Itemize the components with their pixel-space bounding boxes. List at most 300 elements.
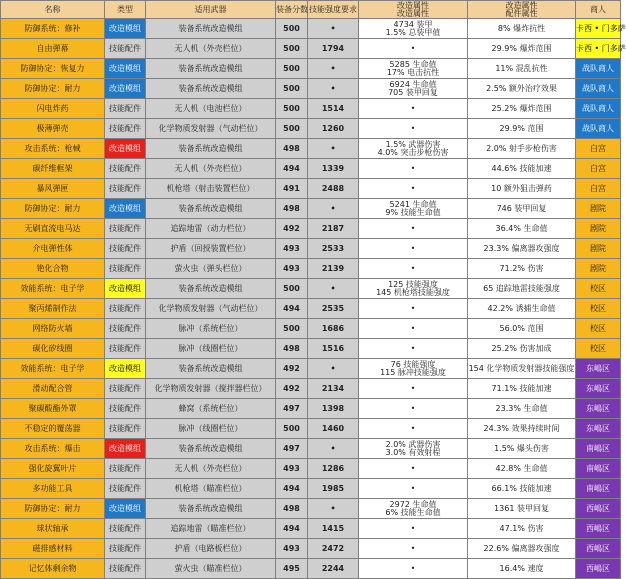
row-eff1	[359, 319, 468, 339]
row-req: 1415	[308, 519, 359, 539]
row-eff1	[359, 479, 468, 499]
row-name: 碳化矽线圈	[1, 339, 105, 359]
row-score: 500	[276, 19, 308, 39]
row-eff1	[359, 419, 468, 439]
row-eff1	[359, 359, 468, 379]
row-req: 2472	[308, 539, 359, 559]
row-type: 技能配件	[105, 99, 146, 119]
row-name: 效能系统：电子学	[1, 279, 105, 299]
row-eff2-line2: 22.6% 偏离器攻强度	[483, 543, 560, 553]
row-eff2	[468, 219, 576, 239]
row-weapon: 护盾（电路板栏位）	[146, 539, 276, 559]
row-eff1-line1: 6924 生命值	[389, 79, 437, 89]
row-weapon: 无人机（电池栏位）	[146, 99, 276, 119]
row-eff2-line2: 29.9% 爆炸范围	[491, 43, 552, 53]
row-eff1-line1: •	[410, 223, 416, 233]
row-merchant: 白宫	[576, 179, 621, 199]
row-eff1-line2: 9% 技能生命值	[385, 207, 441, 217]
row-merchant: 校区	[576, 279, 621, 299]
row-score: 500	[276, 39, 308, 59]
row-weapon: 装备系统改造模组	[146, 59, 276, 79]
row-eff2	[468, 559, 576, 579]
row-eff1-line1: 1.5% 武器伤害	[385, 139, 441, 149]
row-req: 2187	[308, 219, 359, 239]
row-eff2	[468, 139, 576, 159]
header-type: 类型	[105, 1, 146, 19]
row-type: 技能配件	[105, 219, 146, 239]
table-row[interactable]	[1, 379, 621, 399]
row-eff1-line2: 705 装甲回复	[388, 87, 438, 97]
row-score: 494	[276, 479, 308, 499]
row-type: 技能配件	[105, 259, 146, 279]
row-eff1-line1: •	[410, 543, 416, 553]
row-eff2	[468, 339, 576, 359]
row-eff2	[468, 159, 576, 179]
row-name: 铯化合物	[1, 259, 105, 279]
row-req: 2244	[308, 559, 359, 579]
row-type: 技能配件	[105, 339, 146, 359]
row-eff2-line1: 2.0% 射手步枪伤害	[486, 143, 557, 153]
row-score: 494	[276, 519, 308, 539]
row-req: 1398	[308, 399, 359, 419]
table-row[interactable]	[1, 259, 621, 279]
row-eff1-line1: •	[410, 523, 416, 533]
table-row[interactable]	[1, 279, 621, 299]
row-score: 498	[276, 339, 308, 359]
table-row[interactable]	[1, 79, 621, 99]
row-weapon: 化学物质发射器（气动栏位）	[146, 299, 276, 319]
row-weapon: 机枪塔（瞄准栏位）	[146, 479, 276, 499]
row-eff1-line1: •	[410, 163, 416, 173]
row-req: •	[308, 79, 359, 99]
row-type: 技能配件	[105, 479, 146, 499]
header-eff1-line1: 改造属性	[397, 0, 429, 10]
row-weapon: 脉冲（系统栏位）	[146, 319, 276, 339]
row-name: 聚碳酸酯外罩	[1, 399, 105, 419]
row-req: •	[308, 439, 359, 459]
row-eff2-line2: 66.1% 技能加速	[491, 483, 552, 493]
row-eff1	[359, 239, 468, 259]
row-weapon: 机枪塔（射击装置栏位）	[146, 179, 276, 199]
row-eff2	[468, 359, 576, 379]
row-weapon: 萤火虫（瞄准栏位）	[146, 559, 276, 579]
table-row[interactable]	[1, 559, 621, 579]
row-weapon: 无人机（外壳栏位）	[146, 39, 276, 59]
row-eff2	[468, 279, 576, 299]
row-type: 技能配件	[105, 319, 146, 339]
row-eff2-line2: 56.0% 范围	[499, 323, 544, 333]
row-weapon: 无人机（外壳栏位）	[146, 459, 276, 479]
row-weapon: 装备系统改造模组	[146, 139, 276, 159]
row-req: 1286	[308, 459, 359, 479]
row-name: 网络防火墙	[1, 319, 105, 339]
row-weapon: 装备系统改造模组	[146, 19, 276, 39]
row-eff1	[359, 499, 468, 519]
row-req: •	[308, 59, 359, 79]
header-row	[1, 1, 621, 19]
row-weapon: 蜂窝（系统栏位）	[146, 399, 276, 419]
row-req: 2533	[308, 239, 359, 259]
row-eff1-line1: •	[410, 303, 416, 313]
row-eff2	[468, 479, 576, 499]
row-merchant: 卡西 • 门多萨	[576, 19, 621, 39]
row-eff2	[468, 299, 576, 319]
table-row[interactable]	[1, 359, 621, 379]
row-name: 暴风弹匣	[1, 179, 105, 199]
row-name: 球状轴承	[1, 519, 105, 539]
row-eff2	[468, 499, 576, 519]
row-eff2	[468, 99, 576, 119]
row-score: 492	[276, 379, 308, 399]
table-row[interactable]	[1, 199, 621, 219]
row-type: 技能配件	[105, 119, 146, 139]
row-score: 494	[276, 159, 308, 179]
row-type: 技能配件	[105, 39, 146, 59]
row-type: 技能配件	[105, 539, 146, 559]
row-eff1-line1: •	[410, 323, 416, 333]
row-eff1-line1: •	[410, 343, 416, 353]
row-eff1	[359, 179, 468, 199]
row-eff2-line2: 42.2% 诱捕生命值	[487, 303, 556, 313]
row-req: 2488	[308, 179, 359, 199]
row-eff2-line1: 2.5% 额外治疗效果	[486, 83, 557, 93]
header-eff2	[468, 1, 576, 19]
row-eff1-line1: •	[410, 263, 416, 273]
table-row[interactable]	[1, 319, 621, 339]
row-type: 技能配件	[105, 159, 146, 179]
row-type: 技能配件	[105, 559, 146, 579]
row-type: 改造模组	[105, 499, 146, 519]
row-type: 改造模组	[105, 359, 146, 379]
row-merchant: 战队商人	[576, 59, 621, 79]
row-type: 改造模组	[105, 199, 146, 219]
row-score: 498	[276, 199, 308, 219]
row-req: 1514	[308, 99, 359, 119]
row-eff2-line1: 746 装甲回复	[496, 203, 547, 213]
row-weapon: 无人机（外壳栏位）	[146, 159, 276, 179]
header-score: 装备分数	[276, 1, 308, 19]
row-merchant: 南嶋区	[576, 479, 621, 499]
row-score: 500	[276, 99, 308, 119]
row-eff1	[359, 79, 468, 99]
header-merchant: 商人	[576, 1, 621, 19]
row-score: 500	[276, 59, 308, 79]
row-eff1-line2: 17% 电击抗性	[386, 67, 440, 77]
row-merchant: 东嶋区	[576, 379, 621, 399]
row-weapon: 装备系统改造模组	[146, 199, 276, 219]
row-eff1-line1: 125 技能强度	[388, 279, 438, 289]
row-eff1-line1: •	[410, 463, 416, 473]
row-name: 强化旋翼叶片	[1, 459, 105, 479]
row-eff1-line1: •	[410, 483, 416, 493]
row-eff1	[359, 399, 468, 419]
row-eff2-line2: 25.2% 伤害加成	[491, 343, 552, 353]
row-eff2	[468, 119, 576, 139]
table-row[interactable]	[1, 519, 621, 539]
row-merchant: 白宫	[576, 159, 621, 179]
row-type: 改造模组	[105, 59, 146, 79]
row-name: 多功能工具	[1, 479, 105, 499]
row-merchant: 西嶋区	[576, 519, 621, 539]
row-name: 攻击系统：爆击	[1, 439, 105, 459]
header-weapon: 适用武器	[146, 1, 276, 19]
row-eff2	[468, 539, 576, 559]
row-eff2-line2: 71.1% 技能加速	[491, 383, 552, 393]
row-name: 记忆体剩余物	[1, 559, 105, 579]
row-name: 滑动配合管	[1, 379, 105, 399]
row-eff2-line1: 65 追踪地雷技能强度	[483, 283, 560, 293]
row-name: 自由弹幕	[1, 39, 105, 59]
row-req: •	[308, 199, 359, 219]
row-eff1-line1: 2.0% 武器伤害	[385, 439, 441, 449]
row-name: 效能系统：电子学	[1, 359, 105, 379]
row-eff1-line1: •	[410, 123, 416, 133]
row-eff2-line2: 24.3% 效果持续时间	[483, 423, 560, 433]
row-eff1	[359, 99, 468, 119]
row-weapon: 脉冲（线圈栏位）	[146, 339, 276, 359]
row-eff1	[359, 299, 468, 319]
row-eff2	[468, 379, 576, 399]
row-eff1-line1: •	[410, 563, 416, 573]
row-name: 碳纤维框架	[1, 159, 105, 179]
row-score: 497	[276, 399, 308, 419]
row-name: 防御协定：恢复力	[1, 59, 105, 79]
row-eff1-line2: 115 脉冲技能强度	[380, 367, 446, 377]
row-score: 500	[276, 319, 308, 339]
row-merchant: 白宫	[576, 139, 621, 159]
row-eff1	[359, 339, 468, 359]
row-eff2-line2: 47.1% 伤害	[499, 523, 544, 533]
row-eff2-line1: 1.5% 爆头伤害	[494, 443, 549, 453]
row-eff2-line2: 23.3% 偏离器攻强度	[483, 243, 560, 253]
row-weapon: 追踪地雷（瞄准栏位）	[146, 519, 276, 539]
row-weapon: 装备系统改造模组	[146, 279, 276, 299]
row-weapon: 追踪地雷（动力栏位）	[146, 219, 276, 239]
row-req: 1985	[308, 479, 359, 499]
row-eff2	[468, 239, 576, 259]
table-row[interactable]	[1, 139, 621, 159]
header-eff1	[359, 1, 468, 19]
row-eff1-line2: 3.0% 有效射程	[385, 447, 441, 457]
row-eff1-line1: •	[410, 103, 416, 113]
row-merchant: 校区	[576, 299, 621, 319]
row-score: 492	[276, 219, 308, 239]
table-row[interactable]	[1, 299, 621, 319]
row-weapon: 化学物质发射器（气动栏位）	[146, 119, 276, 139]
row-weapon: 装备系统改造模组	[146, 359, 276, 379]
row-eff1-line1: 2972 生命值	[389, 499, 437, 509]
table-row[interactable]	[1, 19, 621, 39]
row-score: 500	[276, 419, 308, 439]
row-req: 1460	[308, 419, 359, 439]
row-eff1	[359, 39, 468, 59]
row-eff1-line2: 6% 技能生命值	[385, 507, 441, 517]
row-merchant: 校区	[576, 319, 621, 339]
row-name: 聚丙烯制作法	[1, 299, 105, 319]
row-eff1-line1: 76 技能强度	[390, 359, 436, 369]
row-merchant: 剧院	[576, 199, 621, 219]
row-score: 495	[276, 559, 308, 579]
table-row[interactable]	[1, 179, 621, 199]
row-eff1-line1: 4734 装甲	[393, 19, 433, 29]
row-merchant: 剧院	[576, 219, 621, 239]
row-eff2-line1: 154 化学物质发射器技能强度	[468, 363, 575, 373]
table-row[interactable]	[1, 499, 621, 519]
row-eff1-line1: •	[410, 43, 416, 53]
row-merchant: 西嶋区	[576, 559, 621, 579]
row-merchant: 卡西 • 门多萨	[576, 39, 621, 59]
row-eff2	[468, 459, 576, 479]
row-type: 改造模组	[105, 19, 146, 39]
row-eff2-line2: 23.3% 生命值	[495, 403, 548, 413]
row-score: 493	[276, 539, 308, 559]
row-name: 防御系统：修补	[1, 19, 105, 39]
row-weapon: 装备系统改造模组	[146, 499, 276, 519]
row-merchant: 战队商人	[576, 79, 621, 99]
row-req: 1516	[308, 339, 359, 359]
row-type: 技能配件	[105, 399, 146, 419]
row-eff1-line1: •	[410, 243, 416, 253]
table-row[interactable]	[1, 419, 621, 439]
row-name: 攻击系统：枪械	[1, 139, 105, 159]
table-row[interactable]	[1, 539, 621, 559]
row-req: 2134	[308, 379, 359, 399]
row-eff2	[468, 399, 576, 419]
row-eff1	[359, 439, 468, 459]
row-type: 改造模组	[105, 279, 146, 299]
row-name: 防御协定：耐力	[1, 199, 105, 219]
row-name: 闪电炸药	[1, 99, 105, 119]
row-eff2	[468, 179, 576, 199]
row-eff1	[359, 59, 468, 79]
row-name: 防御协定：耐力	[1, 79, 105, 99]
row-merchant: 西嶋区	[576, 539, 621, 559]
header-eff2-line1: 改造属性	[505, 0, 538, 10]
row-eff2-line2: 42.8% 生命值	[495, 463, 548, 473]
row-eff1	[359, 139, 468, 159]
row-eff1-line1: 5241 生命值	[389, 199, 437, 209]
row-eff2	[468, 19, 576, 39]
row-eff1-line1: •	[410, 423, 416, 433]
row-merchant: 东嶋区	[576, 359, 621, 379]
row-eff1	[359, 519, 468, 539]
row-eff1-line1: •	[410, 403, 416, 413]
row-req: •	[308, 279, 359, 299]
row-merchant: 南嶋区	[576, 439, 621, 459]
row-eff1	[359, 19, 468, 39]
row-eff1-line1: 5285 生命值	[389, 59, 437, 69]
row-eff2	[468, 519, 576, 539]
row-type: 改造模组	[105, 439, 146, 459]
row-eff1-line2: 4.0% 突击步枪伤害	[377, 147, 449, 157]
row-req: 1686	[308, 319, 359, 339]
table-row[interactable]	[1, 439, 621, 459]
row-eff1	[359, 199, 468, 219]
row-type: 技能配件	[105, 459, 146, 479]
table-row[interactable]	[1, 479, 621, 499]
row-weapon: 装备系统改造模组	[146, 439, 276, 459]
row-name: 防御协定：耐力	[1, 499, 105, 519]
row-eff2-line2: 71.2% 伤害	[499, 263, 544, 273]
table-row[interactable]	[1, 219, 621, 239]
table-row[interactable]	[1, 159, 621, 179]
row-weapon: 化学物质发射器（搅拌器栏位）	[146, 379, 276, 399]
row-eff1	[359, 259, 468, 279]
row-eff1	[359, 459, 468, 479]
row-req: 1260	[308, 119, 359, 139]
row-eff2-line2: 29.9% 范围	[499, 123, 544, 133]
row-req: 2535	[308, 299, 359, 319]
row-eff2-line1: 11% 混乱抗性	[495, 63, 548, 73]
row-eff2	[468, 79, 576, 99]
row-eff2-line2: 10 额外狙击弹药	[491, 183, 552, 193]
table-row[interactable]	[1, 99, 621, 119]
table-row[interactable]	[1, 399, 621, 419]
row-eff2	[468, 39, 576, 59]
row-req: •	[308, 499, 359, 519]
row-eff1	[359, 559, 468, 579]
row-req: •	[308, 359, 359, 379]
header-name: 名称	[1, 1, 105, 19]
row-eff2	[468, 439, 576, 459]
row-eff2	[468, 59, 576, 79]
row-score: 493	[276, 459, 308, 479]
row-merchant: 战队商人	[576, 99, 621, 119]
row-eff1	[359, 119, 468, 139]
row-type: 技能配件	[105, 179, 146, 199]
header-req: 技能强度要求	[308, 1, 359, 19]
header-eff1-line2: 改造属性	[397, 8, 429, 18]
row-score: 493	[276, 239, 308, 259]
row-score: 497	[276, 439, 308, 459]
row-type: 技能配件	[105, 419, 146, 439]
row-eff2	[468, 319, 576, 339]
row-merchant: 西嶋区	[576, 499, 621, 519]
table-row[interactable]	[1, 459, 621, 479]
table-row[interactable]	[1, 119, 621, 139]
row-eff1-line2: 145 机枪塔技能强度	[376, 287, 450, 297]
row-score: 492	[276, 359, 308, 379]
row-merchant: 东嶋区	[576, 399, 621, 419]
table-body	[1, 19, 626, 579]
row-score: 500	[276, 79, 308, 99]
row-eff2-line2: 36.4% 生命值	[495, 223, 548, 233]
row-req: 1339	[308, 159, 359, 179]
row-type: 技能配件	[105, 299, 146, 319]
row-name: 极薄弹壳	[1, 119, 105, 139]
header-eff2-line2: 配件属性	[505, 8, 538, 18]
table-row[interactable]	[1, 39, 621, 59]
row-eff1	[359, 379, 468, 399]
row-merchant: 战队商人	[576, 119, 621, 139]
row-eff2-line2: 44.6% 技能加速	[491, 163, 552, 173]
row-score: 491	[276, 179, 308, 199]
row-req: 2139	[308, 259, 359, 279]
row-req: 1794	[308, 39, 359, 59]
row-name: 磁排感材料	[1, 539, 105, 559]
row-merchant: 校区	[576, 339, 621, 359]
row-req: •	[308, 19, 359, 39]
table-row[interactable]	[1, 59, 621, 79]
row-eff1	[359, 219, 468, 239]
row-type: 技能配件	[105, 379, 146, 399]
row-eff2-line2: 16.4% 速度	[499, 563, 544, 573]
row-weapon: 脉冲（线圈栏位）	[146, 419, 276, 439]
table-row[interactable]	[1, 239, 621, 259]
row-type: 技能配件	[105, 519, 146, 539]
row-name: 无刷直流电马达	[1, 219, 105, 239]
table-row[interactable]	[1, 339, 621, 359]
